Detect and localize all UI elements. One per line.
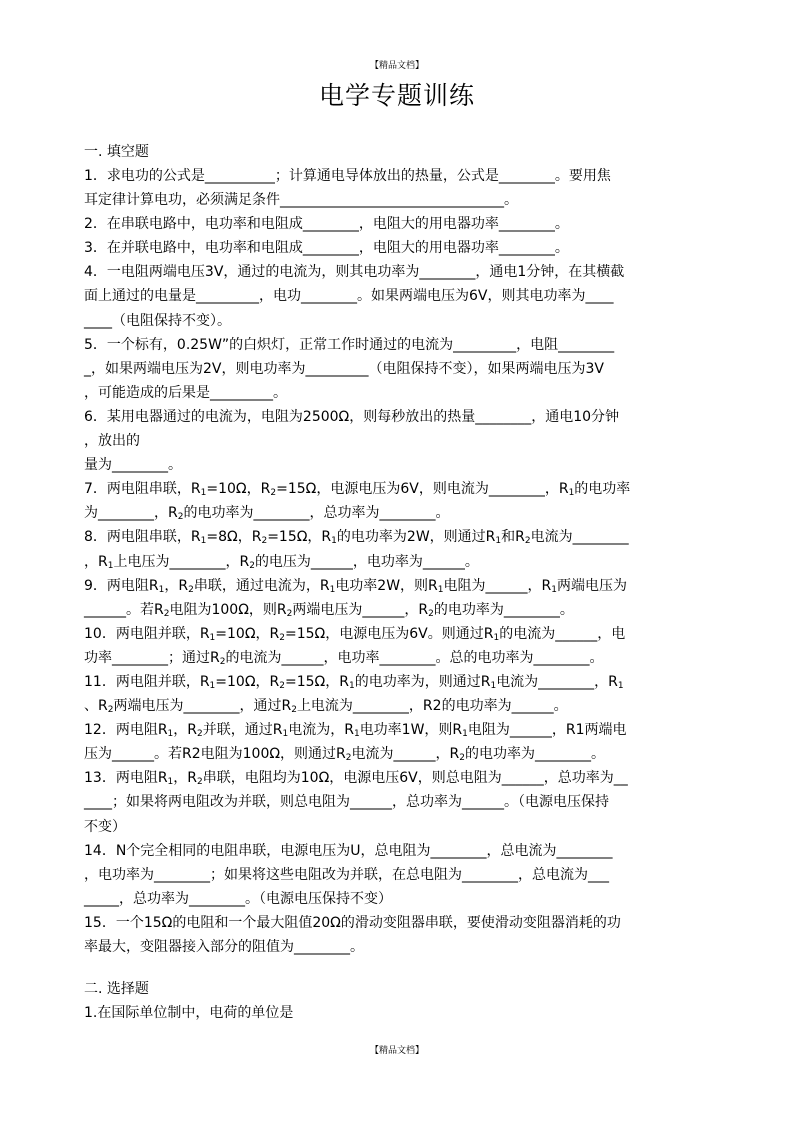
text-line: 15．一个15Ω的电阻和一个最大阻值20Ω的滑动变阻器串联，要使滑动变阻器消耗的功: [84, 914, 621, 931]
text-line: ，电功率为________；如果将这些电阻改为并联，在总电阻为________，总电流为___: [84, 866, 609, 883]
text-line: 5．一个标有，0.25W”的白炽灯，正常工作时通过的电流为_________，电阻________: [84, 336, 615, 353]
text-line: 9．两电阻$R_1$，$R_2$串联，通过电流为，$R_1$电功率2W，则$R_1$电阻为______，$R_1$两端电压为: [84, 577, 627, 595]
text-line: ，$R_1$上电压为________，$R_2$的电压为______，电功率为______。: [84, 553, 479, 571]
text-line: 1.在国际单位制中，电荷的单位是: [84, 1005, 294, 1022]
text-line: 4．一电阻两端电压3V，通过的电流为，则其电功率为________，通电1分钟，在其横截: [84, 264, 625, 281]
text-line: _____，总功率为________。（电源电压保持不变）: [84, 890, 392, 907]
text-line: 2．在串联电路中，电功率和电阻成________，电阻大的用电器功率________。: [84, 216, 569, 233]
text-line: 功率________；通过$R_2$的电流为______，电功率________。总的电功率为________。: [84, 649, 604, 667]
section-gap: [84, 959, 716, 977]
section-heading-fill-in: 一. 填空题: [84, 144, 149, 160]
text-line: 量为________。: [84, 457, 182, 474]
text-line: ____；如果将两电阻改为并联，则总电阻为______，总功率为______。（电源电压保持: [84, 794, 609, 811]
text-line: 11．两电阻并联，$R_1=10\Omega$，$R_2=15\Omega$，$R_1$的电功率为，则通过$R_1$电流为________，$R_1$: [84, 673, 624, 691]
text-line: ，可能造成的后果是_________。: [84, 384, 287, 401]
text-line: 3．在并联电路中，电功率和电阻成________，电阻大的用电器功率________。: [84, 240, 569, 257]
text-line: 、$R_2$两端电压为________，通过$R_2$上电流为________，R2的电功率为______。: [84, 698, 568, 716]
text-line: 耳定律计算电功，必须满足条件________________________________。: [84, 192, 518, 209]
text-line: 14．N个完全相同的电阻串联，电源电压为U，总电阻为________，总电流为________: [84, 842, 613, 859]
page-footer-label: 【精品文档】: [369, 1046, 424, 1056]
text-line: 12．两电阻$R_1$，$R_2$并联，通过$R_1$电流为，$R_1$电功率1W，则$R_1$电阻为______，R1两端电: [84, 722, 627, 740]
document-body: [84, 140, 716, 1025]
text-line: ____（电阻保持不变）。: [84, 312, 231, 329]
text-line: 7．两电阻串联，$R_1=10\Omega$，$R_2=15\Omega$，电源电压为6V，则电流为________，$R_1$的电功率: [84, 481, 631, 499]
text-line: 10．两电阻并联，$R_1=10\Omega$，$R_2=15\Omega$，电源电压为6V。则通过$R_1$的电流为______，电: [84, 625, 626, 643]
text-line: 不变）: [84, 818, 126, 835]
section-heading-choice: 二. 选择题: [84, 981, 149, 998]
text-line: 1．求电功的公式是__________；计算通电导体放出的热量，公式是________。要用焦: [84, 168, 611, 184]
fill-in-questions: [84, 164, 716, 959]
page-header-label: 【精品文档】: [369, 61, 424, 71]
text-line: 6．某用电器通过的电流为，电阻为2500Ω，则每秒放出的热量________，通电10分钟: [84, 408, 620, 425]
text-line: 为________，$R_2$的电功率为________，总功率为________。: [84, 505, 450, 523]
text-line: ，放出的: [84, 433, 140, 450]
text-line: ______。若$R_2$电阻为100Ω，则$R_2$两端电压为______，$R_2$的电功率为________。: [84, 601, 574, 619]
text-line: 率最大，变阻器接入部分的阻值为________。: [84, 939, 364, 955]
document-title: 电学专题训练: [318, 81, 475, 110]
text-line: 8．两电阻串联，$R_1=8\Omega$，$R_2=15\Omega$，$R_1$的电功率为2W，则通过$R_1$和$R_2$电流为________: [84, 529, 629, 547]
text-line: 面上通过的电量是_________，电功________。如果两端电压为6V，则其电功率为____: [84, 288, 614, 305]
text-line: _，如果两端电压为2V，则电功率为_________（电阻保持不变），如果两端电压为3V: [84, 360, 604, 377]
choice-questions: [84, 1001, 716, 1025]
text-line: 压为______。若R2电阻为100Ω，则通过$R_2$电流为______，$R_2$的电功率为________。: [84, 746, 605, 764]
text-line: 13．两电阻$R_1$，$R_2$串联，电阻均为10Ω，电源电压6V，则总电阻为______，总功率为__: [84, 770, 628, 788]
